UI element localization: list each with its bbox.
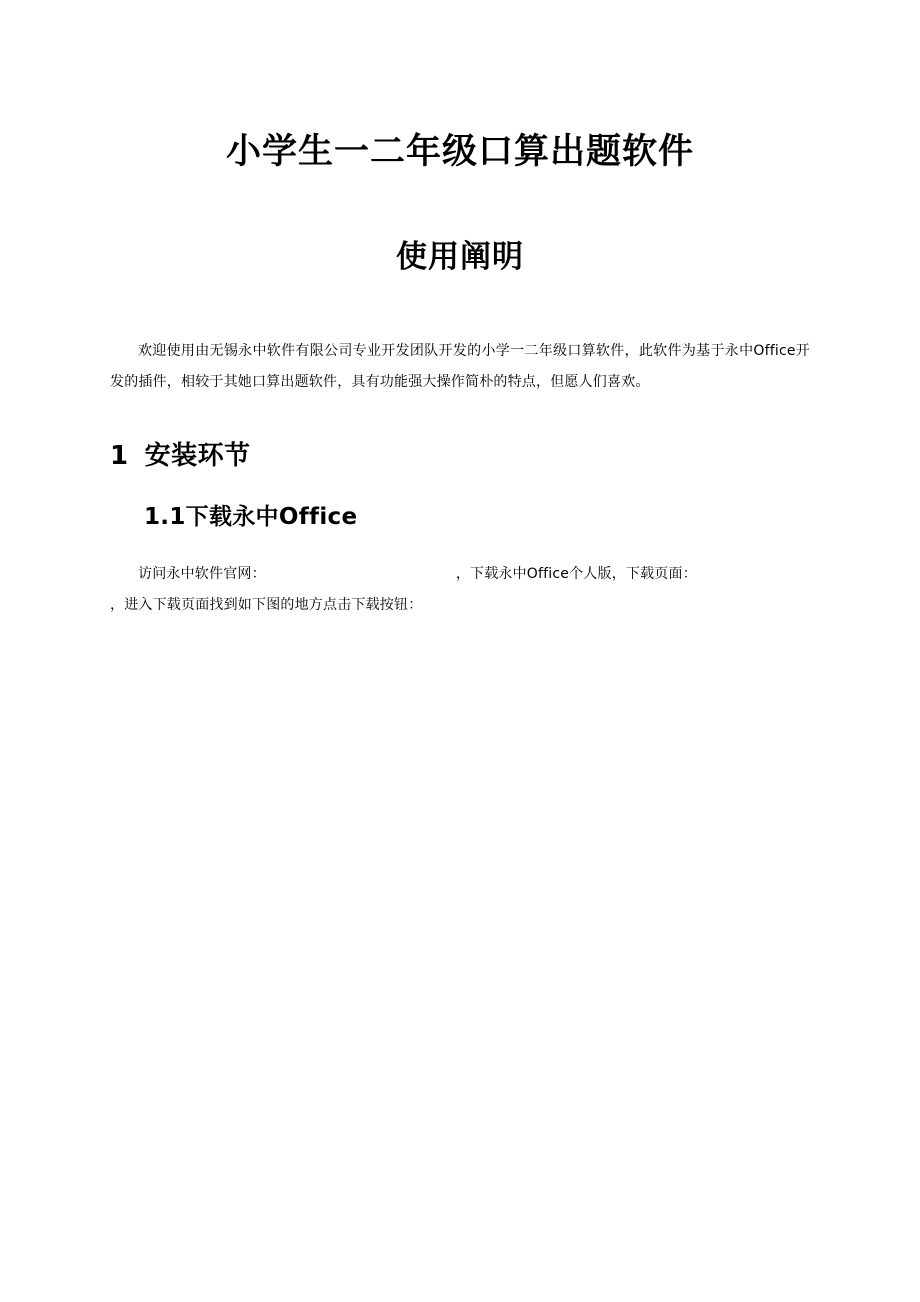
section-title: 安装环节	[144, 440, 251, 471]
subsection-heading-1-1	[144, 498, 810, 531]
page-title: 小学生一二年级口算出题软件	[225, 132, 694, 172]
paragraph-text-part1: 访问永中软件官网：	[138, 565, 266, 582]
page-subtitle: 使用阐明	[396, 238, 524, 275]
document-content	[110, 130, 810, 622]
paragraph-text-line2: ，进入下载页面找到如下图的地方点击下载按钮：	[110, 597, 423, 613]
paragraph-text-part2: ，下载永中Office个人版，下载页面：	[455, 565, 697, 582]
subsection-number: 1.1	[144, 503, 186, 530]
intro-paragraph: 欢迎使用由无锡永中软件有限公司专业开发团队开发的小学一二年级口算软件，此软件为基于永中Office开发的插件，相较于其她口算出题软件，具有功能强大操作简朴的特点，但愿人们喜欢。	[110, 342, 810, 390]
section-heading-1	[110, 435, 810, 472]
body-paragraph-download	[110, 559, 810, 591]
subsection-title: 下载永中Office	[185, 503, 358, 530]
section-number: 1	[110, 440, 129, 471]
